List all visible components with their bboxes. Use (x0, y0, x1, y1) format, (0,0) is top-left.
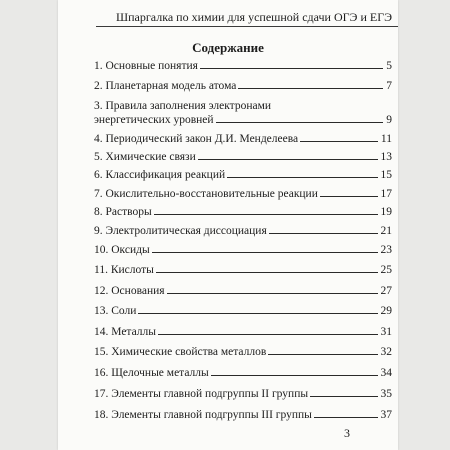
toc-entry[interactable] (94, 100, 392, 126)
toc-entry-page: 19 (380, 206, 392, 218)
toc-entry[interactable] (94, 188, 392, 200)
toc-entry[interactable] (94, 285, 392, 297)
toc-entry[interactable] (94, 169, 392, 181)
toc-leader-line (300, 141, 378, 142)
toc-leader-line (320, 196, 378, 197)
toc-entry-page: 15 (380, 169, 392, 181)
toc-leader-line (154, 214, 378, 215)
toc-entry-page: 21 (380, 225, 392, 237)
toc-entry-page: 7 (386, 80, 392, 92)
toc-entry-title: 8. Растворы (94, 206, 152, 218)
toc-leader-line (156, 272, 378, 273)
toc-leader-line (158, 334, 377, 335)
toc-leader-line (211, 375, 378, 376)
toc-leader-line (268, 354, 377, 355)
toc-entry-page: 9 (386, 114, 392, 126)
toc-leader-line (167, 293, 378, 294)
toc-entry[interactable] (94, 326, 392, 338)
toc-leader-line (314, 417, 378, 418)
toc-leader-line (200, 68, 383, 69)
toc-entry-title: 17. Элементы главной подгруппы II группы (94, 388, 309, 400)
running-header: Шпаргалка по химии для успешной сдачи ОГЭ и ЕГЭ (116, 10, 393, 24)
toc-entry-page: 5 (386, 60, 392, 72)
toc-entry[interactable] (94, 264, 392, 276)
toc-entry[interactable] (94, 80, 392, 92)
toc-leader-line (152, 252, 378, 253)
toc-entry-title: 10. Оксиды (94, 244, 150, 256)
toc-entry[interactable] (94, 225, 392, 237)
toc-entry-title: 4. Периодический закон Д.И. Менделеева (94, 133, 299, 145)
toc-entry-title: 1. Основные понятия (94, 60, 198, 72)
page-number: 3 (344, 426, 350, 440)
toc-leader-line (310, 396, 377, 397)
toc-entry-title: 2. Планетарная модель атома (94, 80, 237, 92)
toc-entry-page: 23 (380, 244, 392, 256)
toc-entry-title: 12. Основания (94, 285, 165, 297)
toc-leader-line (216, 122, 384, 123)
toc-entry-page: 11 (380, 133, 392, 145)
toc-entry-title: 14. Металлы (94, 326, 157, 338)
toc-entry[interactable] (94, 346, 392, 358)
toc-entry-page: 17 (380, 188, 392, 200)
toc-entry-page: 25 (380, 264, 392, 276)
toc-entry-title: 18. Элементы главной подгруппы III группы (94, 409, 312, 421)
toc-entry-page: 29 (380, 305, 392, 317)
book-page (58, 0, 398, 450)
toc-entry[interactable] (94, 305, 392, 317)
toc-leader-line (138, 313, 377, 314)
toc-entry-title: 7. Окислительно-восстановительные реакции (94, 188, 318, 200)
toc-entry-title: 3. Правила заполнения электронами (94, 100, 272, 112)
toc-entry-page: 32 (380, 346, 392, 358)
toc-entry-title-continued: энергетических уровней (94, 114, 214, 126)
toc-entry-page: 37 (380, 409, 392, 421)
toc-entry-title: 11. Кислоты (94, 264, 154, 276)
toc-entry[interactable] (94, 388, 392, 400)
toc-entry[interactable] (94, 151, 392, 163)
toc-entry[interactable] (94, 206, 392, 218)
toc-entry-page: 13 (380, 151, 392, 163)
toc-leader-line (269, 233, 378, 234)
toc-entry-title: 13. Соли (94, 305, 137, 317)
toc-entry[interactable] (94, 244, 392, 256)
toc-entry[interactable] (94, 60, 392, 72)
toc-entry[interactable] (94, 367, 392, 379)
toc-entry-title: 5. Химические связи (94, 151, 196, 163)
contents-title: Содержание (192, 40, 264, 55)
toc-entry-title: 6. Классификация реакций (94, 169, 226, 181)
toc-entry[interactable] (94, 133, 392, 145)
header-rule (96, 26, 398, 27)
toc-entry-page: 31 (380, 326, 392, 338)
toc-entry[interactable] (94, 409, 392, 421)
toc-leader-line (238, 88, 383, 89)
toc-entry-title: 16. Щелочные металлы (94, 367, 209, 379)
toc-leader-line (198, 159, 378, 160)
toc-entry-page: 34 (380, 367, 392, 379)
toc-entry-page: 35 (380, 388, 392, 400)
toc-leader-line (227, 177, 377, 178)
toc-entry-title: 15. Химические свойства металлов (94, 346, 267, 358)
toc-entry-title: 9. Электролитическая диссоциация (94, 225, 267, 237)
toc-entry-page: 27 (380, 285, 392, 297)
